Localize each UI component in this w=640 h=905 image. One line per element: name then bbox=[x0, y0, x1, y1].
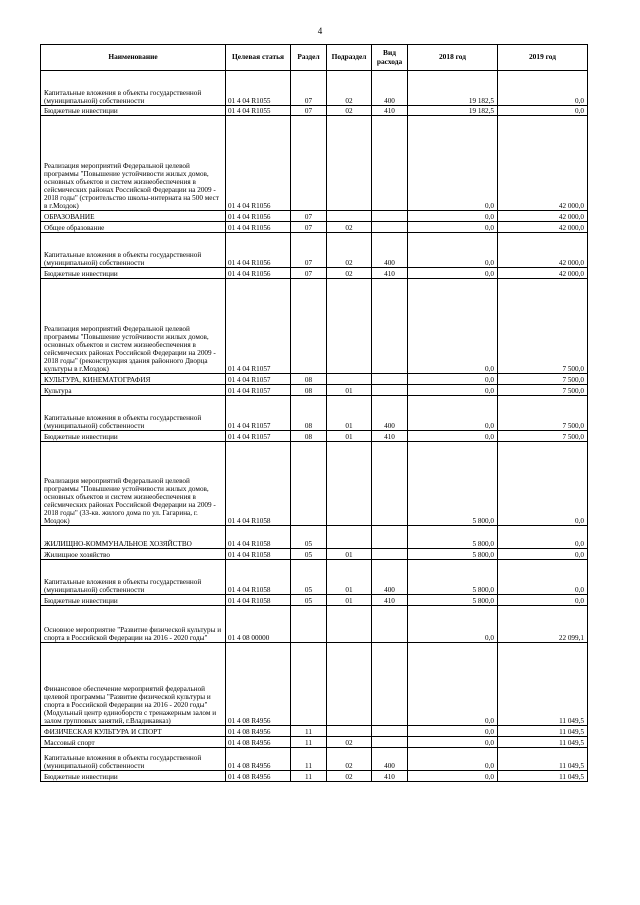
row-section: 05 bbox=[291, 549, 327, 560]
row-name: Массовый спорт bbox=[41, 737, 226, 748]
row-section: 07 bbox=[291, 211, 327, 222]
row-2019: 0,0 bbox=[498, 106, 588, 116]
row-name: ФИЗИЧЕСКАЯ КУЛЬТУРА И СПОРТ bbox=[41, 726, 226, 737]
row-target: 01 4 04 R1058 bbox=[226, 442, 291, 526]
row-section bbox=[291, 442, 327, 526]
row-target: 01 4 04 R1057 bbox=[226, 374, 291, 385]
row-section: 05 bbox=[291, 595, 327, 606]
row-section bbox=[291, 643, 327, 726]
table-row bbox=[41, 374, 588, 385]
row-target: 01 4 04 R1058 bbox=[226, 549, 291, 560]
row-2019: 42 000,0 bbox=[498, 268, 588, 279]
table-row bbox=[41, 737, 588, 748]
row-name: Основное мероприятие "Развитие физической культуры и спорта в Российской Федерации на 2016 - 2020 годы" bbox=[41, 606, 226, 643]
table-row bbox=[41, 748, 588, 771]
row-2018: 5 800,0 bbox=[408, 442, 498, 526]
row-name: Жилищное хозяйство bbox=[41, 549, 226, 560]
table-row bbox=[41, 106, 588, 116]
row-2019: 7 500,0 bbox=[498, 279, 588, 374]
row-name: ОБРАЗОВАНИЕ bbox=[41, 211, 226, 222]
table-row bbox=[41, 595, 588, 606]
row-subsection: 01 bbox=[327, 595, 372, 606]
row-2019: 0,0 bbox=[498, 71, 588, 106]
row-section: 11 bbox=[291, 748, 327, 771]
row-2018: 0,0 bbox=[408, 726, 498, 737]
row-2018: 0,0 bbox=[408, 279, 498, 374]
row-2018: 0,0 bbox=[408, 116, 498, 211]
row-2019: 7 500,0 bbox=[498, 385, 588, 396]
table-row bbox=[41, 385, 588, 396]
row-target: 01 4 04 R1056 bbox=[226, 233, 291, 268]
row-subsection: 01 bbox=[327, 396, 372, 431]
row-2018: 0,0 bbox=[408, 748, 498, 771]
row-name: Реализация мероприятий Федеральной целевой программы "Повышение устойчивости жилых домов, основных объектов и систем жизнеобеспечения в сейсмических районах Российской Федерации на 2009 - 2018 годы" (строительство школы-интерната на 500 мест в г.Моздок) bbox=[41, 116, 226, 211]
row-2018: 19 182,5 bbox=[408, 71, 498, 106]
row-expense-type: 400 bbox=[372, 233, 408, 268]
row-2018: 0,0 bbox=[408, 211, 498, 222]
row-name: Капитальные вложения в объекты государственной (муниципальной) собственности bbox=[41, 560, 226, 595]
row-2018: 0,0 bbox=[408, 222, 498, 233]
row-2019: 0,0 bbox=[498, 442, 588, 526]
row-target: 01 4 08 R4956 bbox=[226, 771, 291, 782]
row-2019: 42 000,0 bbox=[498, 211, 588, 222]
row-target: 01 4 04 R1057 bbox=[226, 396, 291, 431]
row-2019: 11 049,5 bbox=[498, 737, 588, 748]
row-2019: 0,0 bbox=[498, 526, 588, 549]
row-expense-type bbox=[372, 726, 408, 737]
row-2018: 5 800,0 bbox=[408, 595, 498, 606]
row-section: 07 bbox=[291, 106, 327, 116]
row-target: 01 4 04 R1057 bbox=[226, 385, 291, 396]
row-2018: 5 800,0 bbox=[408, 560, 498, 595]
row-expense-type bbox=[372, 606, 408, 643]
row-2019: 11 049,5 bbox=[498, 726, 588, 737]
row-2019: 42 000,0 bbox=[498, 233, 588, 268]
row-2019: 11 049,5 bbox=[498, 748, 588, 771]
row-section: 07 bbox=[291, 71, 327, 106]
row-subsection: 02 bbox=[327, 222, 372, 233]
row-2019: 11 049,5 bbox=[498, 643, 588, 726]
row-section: 07 bbox=[291, 233, 327, 268]
header-section: Раздел bbox=[291, 45, 327, 71]
row-target: 01 4 08 R4956 bbox=[226, 726, 291, 737]
row-section: 07 bbox=[291, 222, 327, 233]
row-2019: 22 099,1 bbox=[498, 606, 588, 643]
row-2018: 0,0 bbox=[408, 431, 498, 442]
row-name: Капитальные вложения в объекты государственной (муниципальной) собственности bbox=[41, 748, 226, 771]
table-body bbox=[41, 71, 588, 782]
row-name: Реализация мероприятий Федеральной целевой программы "Повышение устойчивости жилых домов, основных объектов и систем жизнеобеспечения в сейсмических районах Российской Федерации на 2009 - 2018 годы" (реконструкция здания районного Дворца культуры в г.Моздок) bbox=[41, 279, 226, 374]
row-name: Бюджетные инвестиции bbox=[41, 106, 226, 116]
row-subsection bbox=[327, 526, 372, 549]
row-expense-type: 400 bbox=[372, 71, 408, 106]
row-subsection bbox=[327, 726, 372, 737]
row-name: Культура bbox=[41, 385, 226, 396]
row-2018: 19 182,5 bbox=[408, 106, 498, 116]
row-expense-type: 400 bbox=[372, 560, 408, 595]
row-section: 11 bbox=[291, 737, 327, 748]
row-subsection: 01 bbox=[327, 560, 372, 595]
row-target: 01 4 04 R1056 bbox=[226, 268, 291, 279]
header-row bbox=[41, 45, 588, 71]
row-subsection: 02 bbox=[327, 71, 372, 106]
row-subsection: 02 bbox=[327, 268, 372, 279]
row-expense-type: 410 bbox=[372, 595, 408, 606]
row-subsection bbox=[327, 116, 372, 211]
row-expense-type bbox=[372, 211, 408, 222]
row-name: Общее образование bbox=[41, 222, 226, 233]
table-row bbox=[41, 222, 588, 233]
row-2018: 0,0 bbox=[408, 643, 498, 726]
row-name: Капитальные вложения в объекты государственной (муниципальной) собственности bbox=[41, 71, 226, 106]
row-target: 01 4 04 R1058 bbox=[226, 526, 291, 549]
row-target: 01 4 04 R1055 bbox=[226, 106, 291, 116]
table-row bbox=[41, 526, 588, 549]
header-expense-type: Вид расхода bbox=[372, 45, 408, 71]
row-name: Бюджетные инвестиции bbox=[41, 268, 226, 279]
row-target: 01 4 08 00000 bbox=[226, 606, 291, 643]
row-name: Капитальные вложения в объекты государственной (муниципальной) собственности bbox=[41, 396, 226, 431]
row-subsection bbox=[327, 211, 372, 222]
row-2018: 0,0 bbox=[408, 268, 498, 279]
row-2018: 5 800,0 bbox=[408, 549, 498, 560]
row-expense-type: 410 bbox=[372, 268, 408, 279]
row-target: 01 4 08 R4956 bbox=[226, 737, 291, 748]
row-subsection: 01 bbox=[327, 385, 372, 396]
row-section: 08 bbox=[291, 374, 327, 385]
row-subsection bbox=[327, 374, 372, 385]
row-section: 07 bbox=[291, 268, 327, 279]
row-target: 01 4 08 R4956 bbox=[226, 748, 291, 771]
table-row bbox=[41, 268, 588, 279]
row-2018: 0,0 bbox=[408, 771, 498, 782]
header-2018: 2018 год bbox=[408, 45, 498, 71]
row-target: 01 4 04 R1055 bbox=[226, 71, 291, 106]
row-name: Бюджетные инвестиции bbox=[41, 431, 226, 442]
row-2018: 0,0 bbox=[408, 374, 498, 385]
row-subsection bbox=[327, 279, 372, 374]
row-section: 05 bbox=[291, 526, 327, 549]
row-expense-type bbox=[372, 442, 408, 526]
row-name: Финансовое обеспечение мероприятий федеральной целевой программы "Развитие физической культуры и спорта в Российской Федерации на 2016 - 2020 годы" (Модульный центр единоборств с тренажерным залом и залом групповых занятий, г.Владикавказ) bbox=[41, 643, 226, 726]
row-expense-type: 410 bbox=[372, 771, 408, 782]
row-name: Бюджетные инвестиции bbox=[41, 595, 226, 606]
row-2019: 0,0 bbox=[498, 549, 588, 560]
row-section: 05 bbox=[291, 560, 327, 595]
row-2019: 0,0 bbox=[498, 595, 588, 606]
row-subsection: 02 bbox=[327, 233, 372, 268]
row-2019: 7 500,0 bbox=[498, 374, 588, 385]
row-target: 01 4 04 R1058 bbox=[226, 560, 291, 595]
row-2018: 0,0 bbox=[408, 606, 498, 643]
header-subsection: Подраздел bbox=[327, 45, 372, 71]
table-row bbox=[41, 431, 588, 442]
row-name: ЖИЛИЩНО-КОММУНАЛЬНОЕ ХОЗЯЙСТВО bbox=[41, 526, 226, 549]
row-2019: 7 500,0 bbox=[498, 431, 588, 442]
row-subsection bbox=[327, 606, 372, 643]
row-target: 01 4 04 R1056 bbox=[226, 222, 291, 233]
table-row bbox=[41, 442, 588, 526]
row-subsection: 02 bbox=[327, 737, 372, 748]
table-row bbox=[41, 116, 588, 211]
row-2018: 5 800,0 bbox=[408, 526, 498, 549]
table-row bbox=[41, 71, 588, 106]
row-2019: 42 000,0 bbox=[498, 222, 588, 233]
row-2019: 42 000,0 bbox=[498, 116, 588, 211]
row-expense-type: 400 bbox=[372, 748, 408, 771]
row-section bbox=[291, 279, 327, 374]
row-expense-type bbox=[372, 737, 408, 748]
row-expense-type bbox=[372, 549, 408, 560]
row-2019: 7 500,0 bbox=[498, 396, 588, 431]
table-row bbox=[41, 233, 588, 268]
row-subsection: 02 bbox=[327, 748, 372, 771]
table-row bbox=[41, 279, 588, 374]
row-expense-type: 410 bbox=[372, 431, 408, 442]
row-expense-type: 410 bbox=[372, 106, 408, 116]
row-subsection: 01 bbox=[327, 431, 372, 442]
row-section bbox=[291, 116, 327, 211]
row-2019: 0,0 bbox=[498, 560, 588, 595]
row-name: Бюджетные инвестиции bbox=[41, 771, 226, 782]
row-target: 01 4 04 R1057 bbox=[226, 279, 291, 374]
row-subsection bbox=[327, 643, 372, 726]
budget-table bbox=[40, 44, 588, 782]
row-target: 01 4 04 R1057 bbox=[226, 431, 291, 442]
row-target: 01 4 04 R1058 bbox=[226, 595, 291, 606]
row-expense-type bbox=[372, 385, 408, 396]
row-subsection: 02 bbox=[327, 771, 372, 782]
row-expense-type bbox=[372, 526, 408, 549]
row-2018: 0,0 bbox=[408, 737, 498, 748]
table-row bbox=[41, 549, 588, 560]
row-expense-type bbox=[372, 643, 408, 726]
row-name: Реализация мероприятий Федеральной целевой программы "Повышение устойчивости жилых домов, основных объектов и систем жизнеобеспечения в сейсмических районах Российской Федерации на 2009 - 2018 годы" (33-кв. жилого дома по ул. Гагарина, г. Моздок) bbox=[41, 442, 226, 526]
row-expense-type bbox=[372, 279, 408, 374]
row-section bbox=[291, 606, 327, 643]
row-subsection: 02 bbox=[327, 106, 372, 116]
table-row bbox=[41, 211, 588, 222]
table-row bbox=[41, 771, 588, 782]
row-2018: 0,0 bbox=[408, 396, 498, 431]
row-expense-type bbox=[372, 374, 408, 385]
row-name: Капитальные вложения в объекты государственной (муниципальной) собственности bbox=[41, 233, 226, 268]
row-2018: 0,0 bbox=[408, 385, 498, 396]
table-row bbox=[41, 606, 588, 643]
row-section: 08 bbox=[291, 385, 327, 396]
row-2019: 11 049,5 bbox=[498, 771, 588, 782]
header-target: Целевая статья bbox=[226, 45, 291, 71]
row-section: 08 bbox=[291, 396, 327, 431]
row-2018: 0,0 bbox=[408, 233, 498, 268]
row-target: 01 4 08 R4956 bbox=[226, 643, 291, 726]
table-row bbox=[41, 560, 588, 595]
row-subsection: 01 bbox=[327, 549, 372, 560]
row-expense-type bbox=[372, 222, 408, 233]
row-section: 11 bbox=[291, 771, 327, 782]
row-section: 08 bbox=[291, 431, 327, 442]
row-target: 01 4 04 R1056 bbox=[226, 116, 291, 211]
row-target: 01 4 04 R1056 bbox=[226, 211, 291, 222]
row-name: КУЛЬТУРА, КИНЕМАТОГРАФИЯ bbox=[41, 374, 226, 385]
row-section: 11 bbox=[291, 726, 327, 737]
table-row bbox=[41, 643, 588, 726]
header-2019: 2019 год bbox=[498, 45, 588, 71]
row-expense-type bbox=[372, 116, 408, 211]
row-expense-type: 400 bbox=[372, 396, 408, 431]
table-row bbox=[41, 396, 588, 431]
page-number: 4 bbox=[317, 26, 323, 36]
table-row bbox=[41, 726, 588, 737]
row-subsection bbox=[327, 442, 372, 526]
header-name: Наименование bbox=[41, 45, 226, 71]
